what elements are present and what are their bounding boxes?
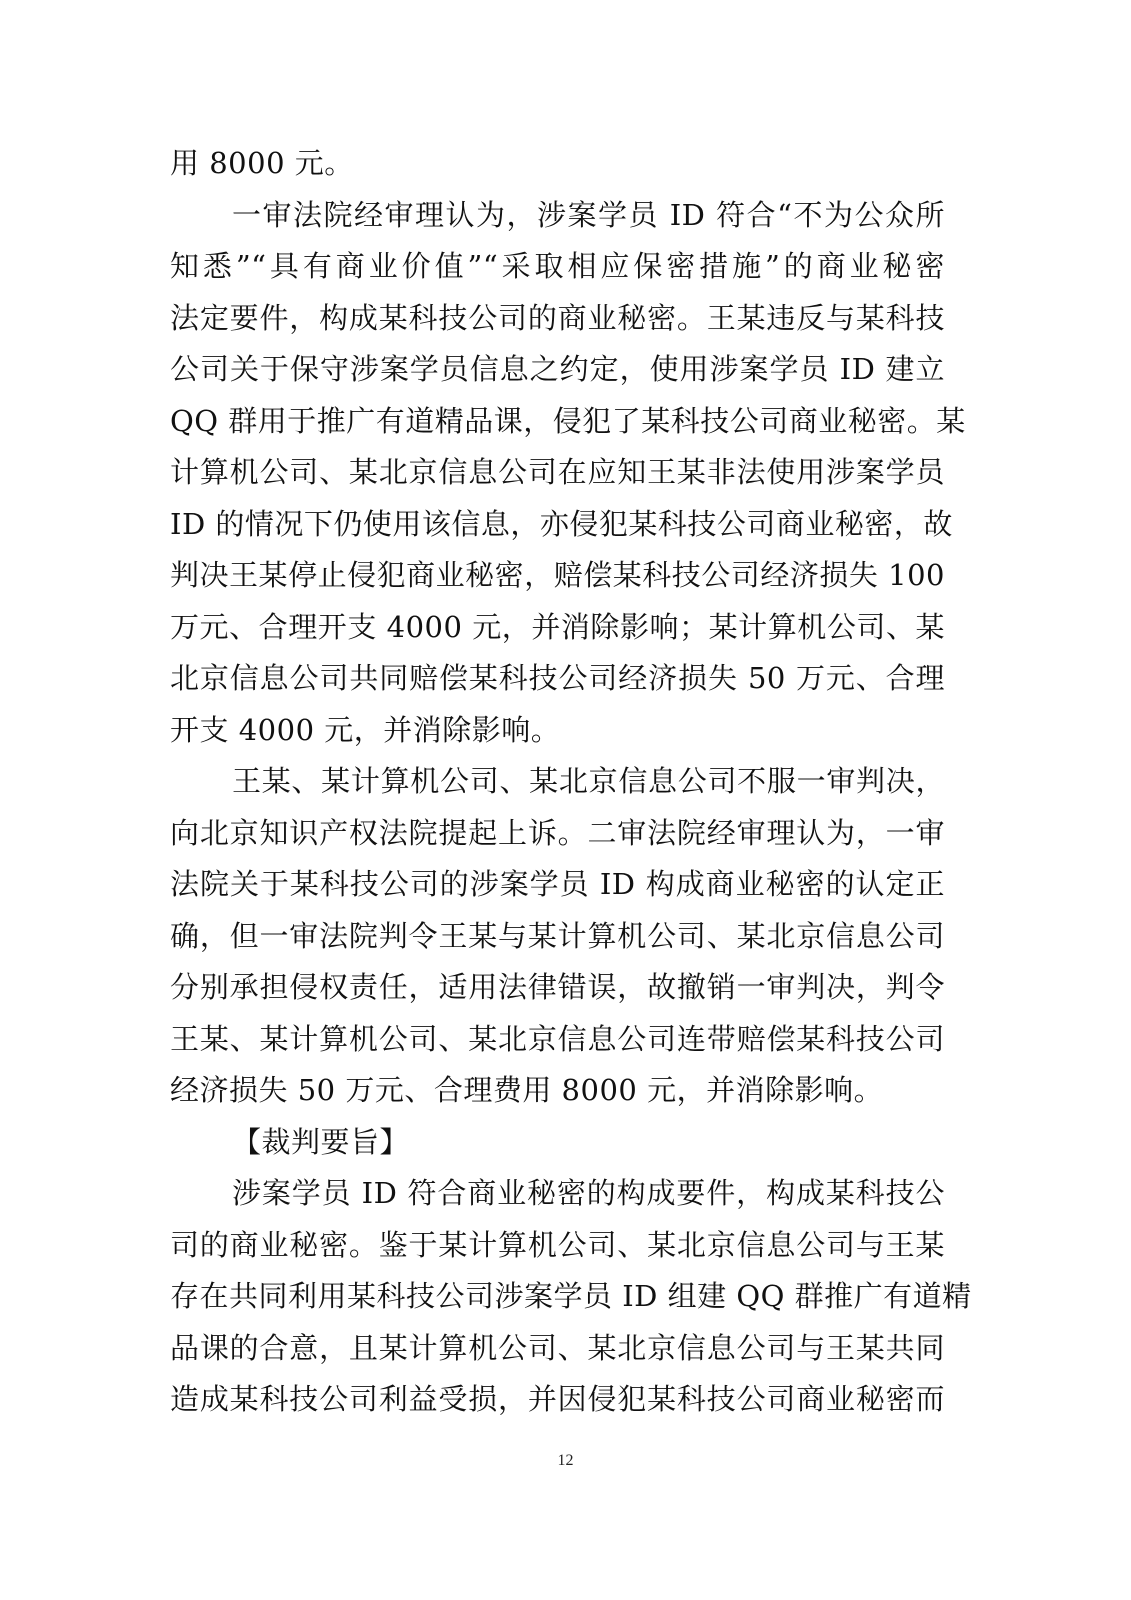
text-line: 开支 4000 元，并消除影响。 xyxy=(170,712,561,747)
text-line: 北京信息公司共同赔偿某科技公司经济损失 50 万元、合理 xyxy=(170,661,945,695)
text-line: 司的商业秘密。鉴于某计算机公司、某北京信息公司与王某 xyxy=(170,1227,945,1262)
text-line: 分别承担侵权责任，适用法律错误，故撤销一审判决，判令 xyxy=(170,970,945,1004)
text-line: 王某、某计算机公司、某北京信息公司连带赔偿某科技公司 xyxy=(170,1021,945,1056)
text-line: 存在共同利用某科技公司涉案学员 ID 组建 QQ 群推广有道精 xyxy=(170,1279,972,1313)
section-heading: 【裁判要旨】 xyxy=(232,1124,410,1159)
paragraph-first-line: 王某、某计算机公司、某北京信息公司不服一审判决， xyxy=(232,764,945,798)
paragraph-first-line: 一审法院经审理认为，涉案学员 ID 符合“不为公众所 xyxy=(232,197,945,232)
text-line: 万元、合理开支 4000 元，并消除影响；某计算机公司、某 xyxy=(170,609,945,644)
paragraph-first-line: 涉案学员 ID 符合商业秘密的构成要件，构成某科技公 xyxy=(232,1176,945,1210)
text-line: 确，但一审法院判令王某与某计算机公司、某北京信息公司 xyxy=(170,918,945,953)
text-line: 计算机公司、某北京信息公司在应知王某非法使用涉案学员 xyxy=(170,455,945,489)
text-line: 品课的合意，且某计算机公司、某北京信息公司与王某共同 xyxy=(170,1330,945,1365)
text-line: 经济损失 50 万元、合理费用 8000 元，并消除影响。 xyxy=(170,1073,884,1107)
body-text xyxy=(170,138,972,1426)
text-line: ID 的情况下仍使用该信息，亦侵犯某科技公司商业秘密，故 xyxy=(170,506,953,541)
text-line: 法院关于某科技公司的涉案学员 ID 构成商业秘密的认定正 xyxy=(170,867,945,901)
text-line: 向北京知识产权法院提起上诉。二审法院经审理认为，一审 xyxy=(170,815,945,850)
text-line: 判决王某停止侵犯商业秘密，赔偿某科技公司经济损失 100 xyxy=(170,558,945,592)
text-line: 知悉”“具有商业价值”“采取相应保密措施”的商业秘密 xyxy=(170,249,945,283)
text-line: 公司关于保守涉案学员信息之约定，使用涉案学员 ID 建立 xyxy=(170,352,945,386)
text-line: 造成某科技公司利益受损，并因侵犯某科技公司商业秘密而 xyxy=(170,1382,945,1416)
page-number: 12 xyxy=(557,1452,574,1469)
text-line: QQ 群用于推广有道精品课，侵犯了某科技公司商业秘密。某 xyxy=(170,403,966,438)
text-line: 法定要件，构成某科技公司的商业秘密。王某违反与某科技 xyxy=(170,300,945,335)
text-line: 用 8000 元。 xyxy=(170,146,354,180)
